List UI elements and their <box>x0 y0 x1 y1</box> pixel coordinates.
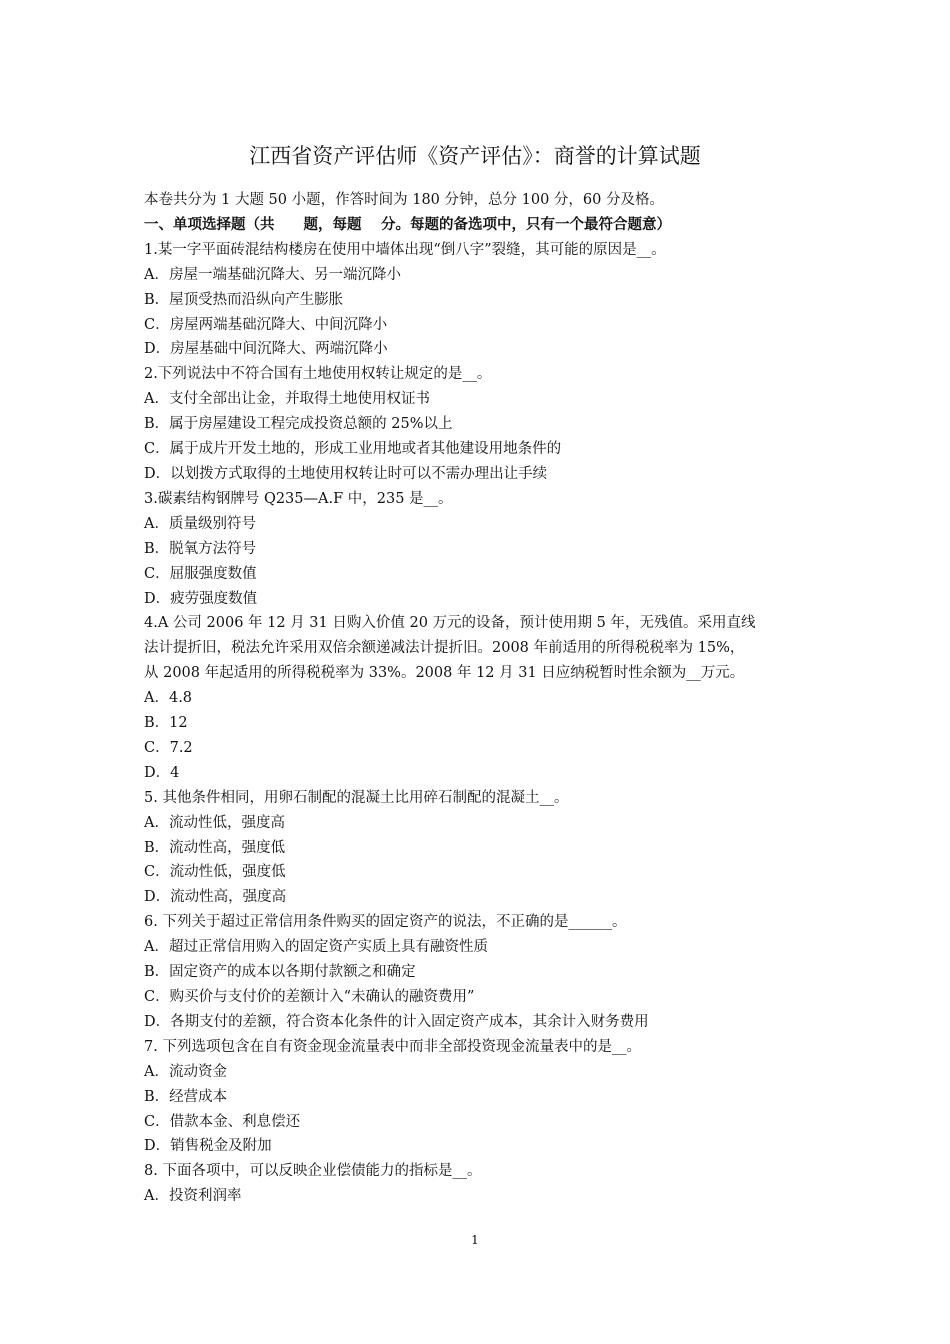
answer-option: B．固定资产的成本以各期付款额之和确定 <box>144 964 416 981</box>
answer-option: C．购买价与支付价的差额计入“未确认的融资费用” <box>144 989 475 1005</box>
answer-option: B．流动性高，强度低 <box>144 839 286 856</box>
answer-option: D．4 <box>144 764 180 781</box>
question-stem: 3.碳素结构钢牌号 Q235—A.F 中，235 是__。 <box>144 490 453 507</box>
answer-option: B．屋顶受热而沿纵向产生膨胀 <box>144 291 344 308</box>
question-block <box>144 611 824 785</box>
answer-option: C．屈服强度数值 <box>144 565 257 582</box>
answer-option: C．属于成片开发土地的，形成工业用地或者其他建设用地条件的 <box>144 441 562 458</box>
question-block <box>144 487 824 612</box>
answer-option: C．7.2 <box>144 739 193 756</box>
section-heading: 一、单项选择题（共 题，每题 分。每题的备选项中，只有一个最符合题意） <box>144 215 672 233</box>
answer-option: A．质量级别符号 <box>144 515 256 532</box>
answer-option: A．投资利润率 <box>144 1188 242 1205</box>
question-block <box>144 910 824 1035</box>
question-block <box>144 1035 824 1160</box>
answer-option: A．超过正常信用购入的固定资产实质上具有融资性质 <box>144 939 488 956</box>
answer-option: A．支付全部出让金，并取得土地使用权证书 <box>144 391 430 408</box>
question-stem: 6. 下列关于超过正常信用条件购买的固定资产的说法，不正确的是______。 <box>144 914 627 931</box>
document-body <box>144 188 824 1209</box>
answer-option: B．经营成本 <box>144 1088 228 1105</box>
question-stem: 8. 下面各项中，可以反映企业偿债能力的指标是__。 <box>144 1163 482 1180</box>
answer-option: A．流动资金 <box>144 1063 227 1080</box>
answer-option: D．房屋基础中间沉降大、两端沉降小 <box>144 341 388 358</box>
answer-option: A．流动性低，强度高 <box>144 814 285 831</box>
answer-option: D．疲劳强度数值 <box>144 590 258 607</box>
question-stem: 4.A 公司 2006 年 12 月 31 日购入价值 20 万元的设备，预计使用期 5 年，无残值。采用直线 <box>144 615 756 632</box>
page-title: 江西省资产评估师《资产评估》：商誉的计算试题 <box>249 144 701 168</box>
page-number: 1 <box>471 1233 479 1247</box>
question-block <box>144 238 824 363</box>
question-block <box>144 362 824 487</box>
question-stem-continued: 从 2008 年起适用的所得税税率为 33%。2008 年 12 月 31 日应纳税暂时性余额为__万元。 <box>144 665 745 682</box>
answer-option: A．4.8 <box>144 690 193 707</box>
answer-option: B．属于房屋建设工程完成投资总额的 25%以上 <box>144 416 453 433</box>
answer-option: D．各期支付的差额，符合资本化条件的计入固定资产成本，其余计入财务费用 <box>144 1013 649 1030</box>
question-block <box>144 1159 824 1209</box>
question-block <box>144 786 824 911</box>
question-stem: 5. 其他条件相同，用卵石制配的混凝土比用碎石制配的混凝土__。 <box>144 789 569 806</box>
answer-option: D．流动性高，强度高 <box>144 889 287 906</box>
answer-option: A．房屋一端基础沉降大、另一端沉降小 <box>144 266 401 283</box>
answer-option: C．借款本金、利息偿还 <box>144 1113 301 1130</box>
answer-option: C．流动性低，强度低 <box>144 864 286 881</box>
question-stem: 1.某一字平面砖混结构楼房在使用中墙体出现“倒八字”裂缝，其可能的原因是__。 <box>144 241 666 258</box>
answer-option: D．销售税金及附加 <box>144 1138 272 1155</box>
answer-option: D．以划拨方式取得的土地使用权转让时可以不需办理出让手续 <box>144 465 548 482</box>
answer-option: C．房屋两端基础沉降大、中间沉降小 <box>144 316 388 333</box>
question-stem-continued: 法计提折旧，税法允许采用双倍余额递减法计提折旧。2008 年前适用的所得税税率为 15%， <box>144 640 745 657</box>
question-stem: 7. 下列选项包含在自有资金现金流量表中而非全部投资现金流量表中的是__。 <box>144 1038 641 1055</box>
question-stem: 2.下列说法中不符合国有土地使用权转让规定的是__。 <box>144 366 492 383</box>
answer-option: B．12 <box>144 715 188 732</box>
answer-option: B．脱氧方法符号 <box>144 540 257 557</box>
intro-text: 本卷共分为 1 大题 50 小题，作答时间为 180 分钟，总分 100 分，60 分及格。 <box>144 192 664 208</box>
